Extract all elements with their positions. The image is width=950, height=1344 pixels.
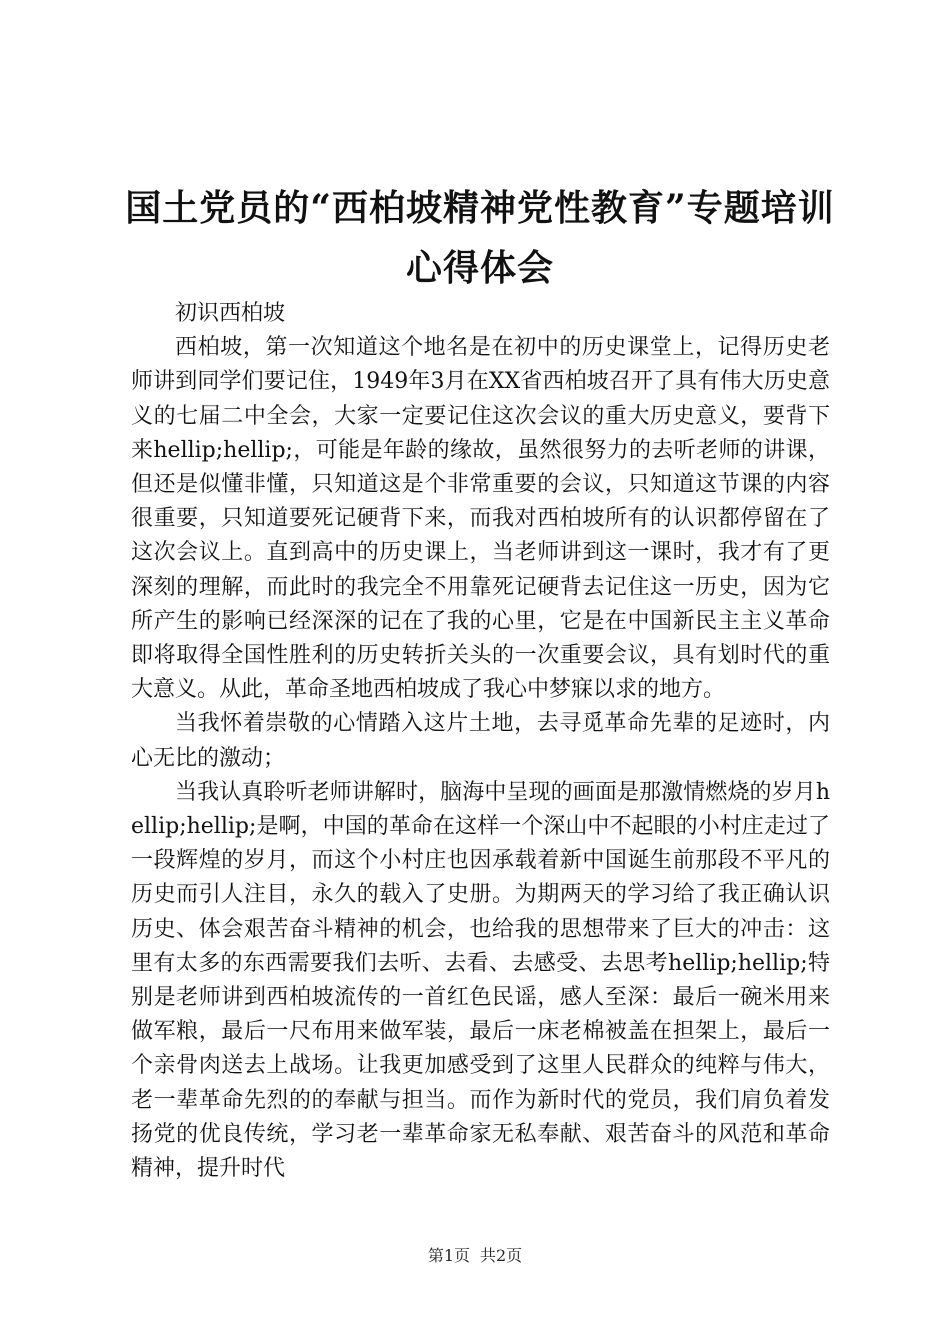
page-footer bbox=[0, 1246, 950, 1266]
page-number: 第1页 bbox=[427, 1246, 470, 1265]
body-paragraph: 西柏坡，第一次知道这个地名是在初中的历史课堂上，记得历史老师讲到同学们要记住，1949年3月在XX省西柏坡召开了具有伟大历史意义的七届二中全会，大家一定要记住这次会议的重大历史意义，要背下来hellip;hellip;，可能是年龄的缘故，虽然很努力的去听老师的讲课，但还是似懂非懂，只知道这是个非常重要的会议，只知道这节课的内容很重要，只知道要死记硬背下来，而我对西柏坡所有的认识都停留在了这次会议上。直到高中的历史课上，当老师讲到这一课时，我才有了更深刻的理解，而此时的我完全不用靠死记硬背去记住这一历史，因为它所产生的影响已经深深的记在了我的心里，它是在中国新民主主义革命即将取得全国性胜利的历史转折关头的一次重要会议，具有划时代的重大意义。从此，革命圣地西柏坡成了我心中梦寐以求的地方。 bbox=[131, 335, 830, 703]
document-title-line-2: 心得体会 bbox=[405, 247, 554, 289]
page-total: 共2页 bbox=[480, 1246, 523, 1265]
body-paragraph: 当我认真聆听老师讲解时，脑海中呈现的画面是那激情燃烧的岁月hellip;hellip;是啊，中国的革命在这样一个深山中不起眼的小村庄走过了一段辉煌的岁月，而这个小村庄也因承载着新中国诞生前那段不平凡的历史而引人注目，永久的载入了史册。为期两天的学习给了我正确认识历史、体会艰苦奋斗精神的机会，也给我的思想带来了巨大的冲击：这里有太多的东西需要我们去听、去看、去感受、去思考hellip;hellip;特别是老师讲到西柏坡流传的一首红色民谣，感人至深：最后一碗米用来做军粮，最后一尺布用来做军装，最后一床老棉被盖在担架上，最后一个亲骨肉送去上战场。让我更加感受到了这里人民群众的纯粹与伟大，老一辈革命先烈的的奉献与担当。而作为新时代的党员，我们肩负着发扬党的优良传统，学习老一辈革命家无私奉献、艰苦奋斗的风范和革命精神，提升时代 bbox=[131, 779, 830, 1182]
body-paragraph: 当我怀着崇敬的心情踏入这片土地，去寻觅革命先辈的足迹时，内心无比的激动； bbox=[131, 711, 830, 771]
document-title-line-1: 国土党员的“西柏坡精神党性教育”专题培训 bbox=[125, 187, 835, 229]
section-heading: 初识西柏坡 bbox=[175, 301, 286, 326]
document-body bbox=[131, 297, 830, 1186]
